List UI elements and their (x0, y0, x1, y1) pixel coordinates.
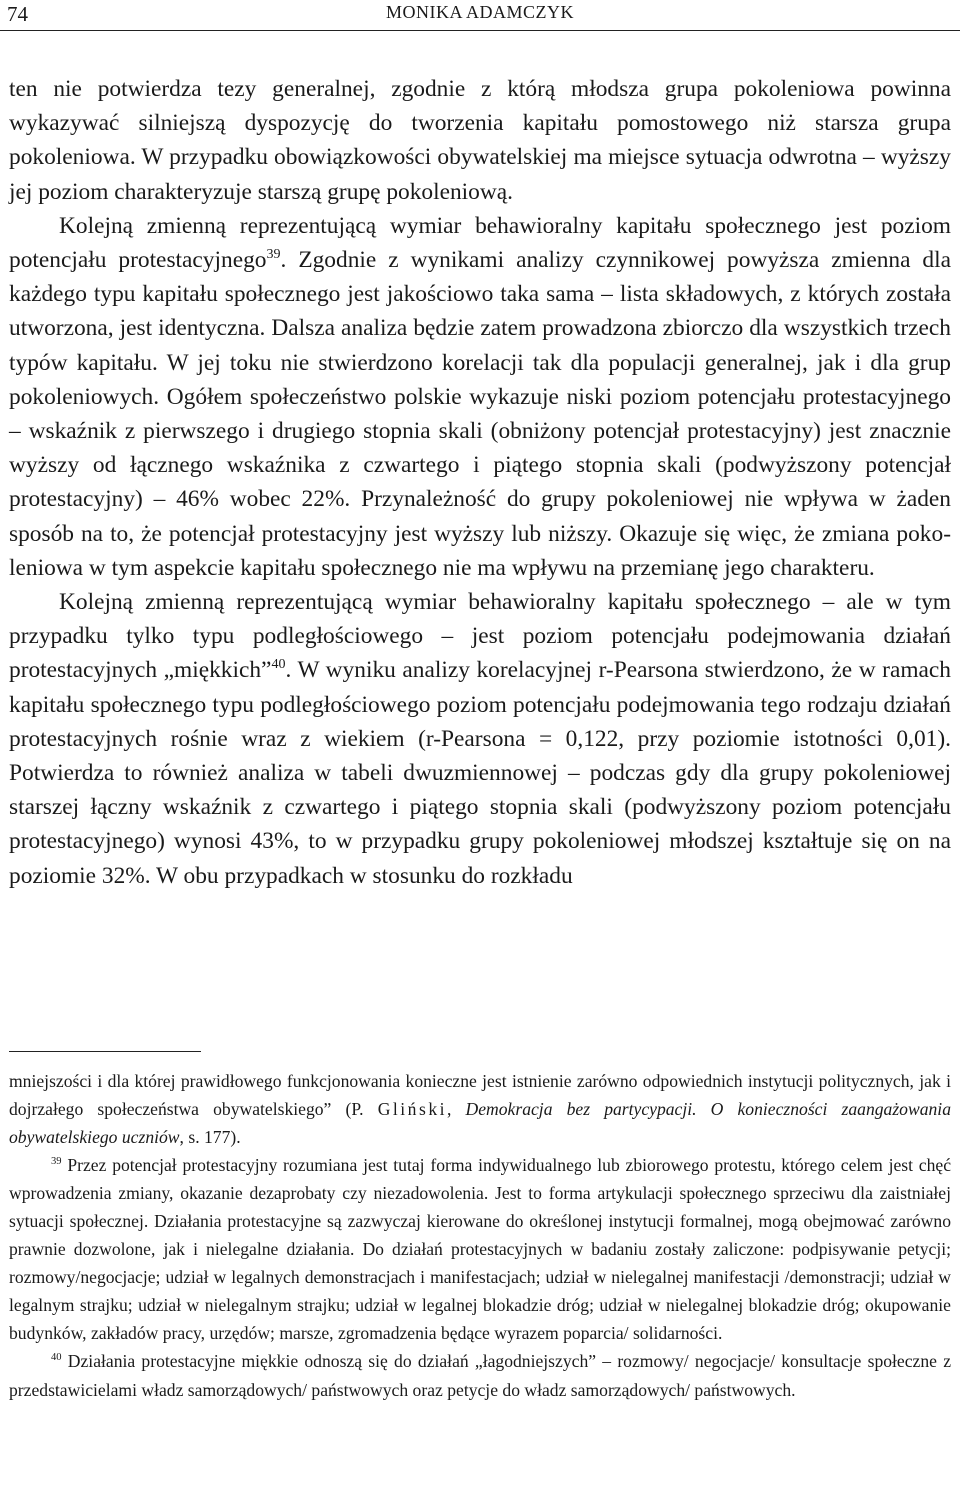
running-head: MONIKA ADAMCZYK (385, 2, 574, 22)
footnote-reference[interactable]: 40 (271, 656, 286, 673)
paragraph-text: . W wyniku analizy korelacyjnej r-Pearsona stwierdzono, że w ramach kapitału społecznego typu podległościowego poziom potencjału podejmowania tego rodzaju działań protestacyjnych rośnie wraz z wiekiem (r-Pearsona = 0,122, przy poziomie istotności 0,01). Potwierdza to również analiza w tabeli dwuzmiennowej – podczas gdy dla grupy pokoleniowej starszej łączny wskaźnik z czwartego i piątego stopnia skali (podwyższony poziom potencjału protestacyjnego) wynosi 43%, to w przypadku grupy pokoleniowej młodszej kształtuje się on na poziomie 32%. W obu przypadkach w stosunku do rozkładu (9, 657, 951, 889)
page-header (0, 0, 960, 31)
footnote-number: 40 (51, 1352, 62, 1364)
footnote-continuation (9, 1067, 951, 1151)
paragraph (9, 72, 951, 209)
footnote-reference[interactable]: 39 (266, 246, 281, 263)
footnote-text: Przez potencjał protestacyjny rozumiana jest tutaj forma indywidualnego lub zbiorowego protestu, którego celem jest chęć wprowadzenia zmiany, okazanie dezaprobaty czy niezadowolenia. Jest to forma artykulacji społecznego sprzeciwu dla zaistniałej sytuacji społecznej. Działania protestacyjne są zazwyczaj kierowane do określonej instytucji formalnej, mogą obejmować zarówno prawnie dozwolone, jak i nielegalne działania. Do działań protestacyjnych w badaniu zostały zaliczone: podpisywanie petycji; rozmowy/negocjacje; udział w legalnych demonstracjach i manifestacjach; udział w nielegalnej manifestacji /demonstracji; udział w legalnym strajku; udział w nielegalnym strajku; udział w legalnej blokadzie dróg; udział w nielegalnej blokadzie dróg; okupowanie budynków, zakładów pracy, urzędów; marsze, zgromadzenia będące wyrazem poparcia/ solidarności. (9, 1155, 952, 1344)
book-title: Demokracja bez partycypacji. O konieczności zaangażowania obywatelskiego uczniów (9, 1099, 951, 1148)
paragraph-text: Kolejną zmienną reprezentującą wymiar behawioralny kapitału społecznego – ale w tym przypadku tylko typu podległościowego – jest poziom potencjału podejmowania działań protestacyjnych „miękkich” (9, 589, 951, 684)
page-number: 74 (7, 2, 28, 26)
paragraph-text: . Zgodnie z wynikami analizy czynnikowej powyższa zmienna dla każdego typu kapitału społecznego jest jakościowo taka sama – lista składowych, z których została utworzona, jest identyczna. Dalsza analiza będzie zatem prowadzona zbiorczo dla wszystkich trzech typów kapitału. W jej toku nie stwierdzono korelacji tak dla populacji generalnej, jak i dla grup pokoleniowych. Ogółem społeczeństwo polskie wykazuje niski poziom potencjału protestacyjnego – wskaźnik z pierwszego i drugiego stopnia skali (obniżony potencjał protestacyjny) jest znacznie wyższy od łącznego wskaźnika z czwartego i piątego stopnia skali (podwyższony potencjał protestacyjny) – 46% wobec 22%. Przynależność do grupy pokoleniowej nie wpływa w żaden sposób na to, że potencjał protestacyjny jest wyższy lub niższy. Okazuje się więc, że zmiana pokoleniowa w tym aspekcie kapitału społecznego nie ma wpływu na przemianę jego charakteru. (9, 247, 952, 581)
paragraph (9, 209, 951, 585)
footnotes (9, 1067, 951, 1404)
main-text (9, 72, 951, 893)
footnote-text: , s. 177). (179, 1127, 241, 1148)
footnote-number: 39 (51, 1156, 62, 1168)
footnote-text: , (447, 1099, 466, 1120)
footnote-text: Działania protestacyjne miękkie odnoszą się do działań „łagodniejszych” – rozmowy/ negocjacje/ konsultacje społeczne z przedstawicielami władz samorządowych/ państwowych oraz petycje do władz samorządowych/ państwowych. (9, 1351, 952, 1400)
paragraph-text: Kolejną zmienną reprezentującą wymiar behawioralny kapitału społecznego jest poziom potencjału protestacyjnego (9, 212, 951, 274)
footnote-separator (9, 1051, 201, 1052)
paragraph (9, 585, 951, 893)
author-name: Gliński (377, 1099, 447, 1120)
footnote-40 (9, 1347, 951, 1403)
paragraph-text: ten nie potwierdza tezy generalnej, zgodnie z którą młodsza grupa pokoleniowa powinna wykazywać silniejszą dyspozycję do tworzenia kapitału pomostowego niż starsza grupa pokoleniowa. W przypadku obowiązkowości obywatelskiej ma miejsce sytuacja odwrotna – wyższy jej poziom charakteryzuje starszą grupę pokoleniową. (9, 76, 951, 205)
footnote-text: mniejszości i dla której prawidłowego funkcjonowania konieczne jest istnienie zarówno odpowiednich instytucji politycznych, jak i dojrzałego społeczeństwa obywatelskiego” (P. (9, 1071, 951, 1120)
footnote-39 (9, 1151, 951, 1347)
